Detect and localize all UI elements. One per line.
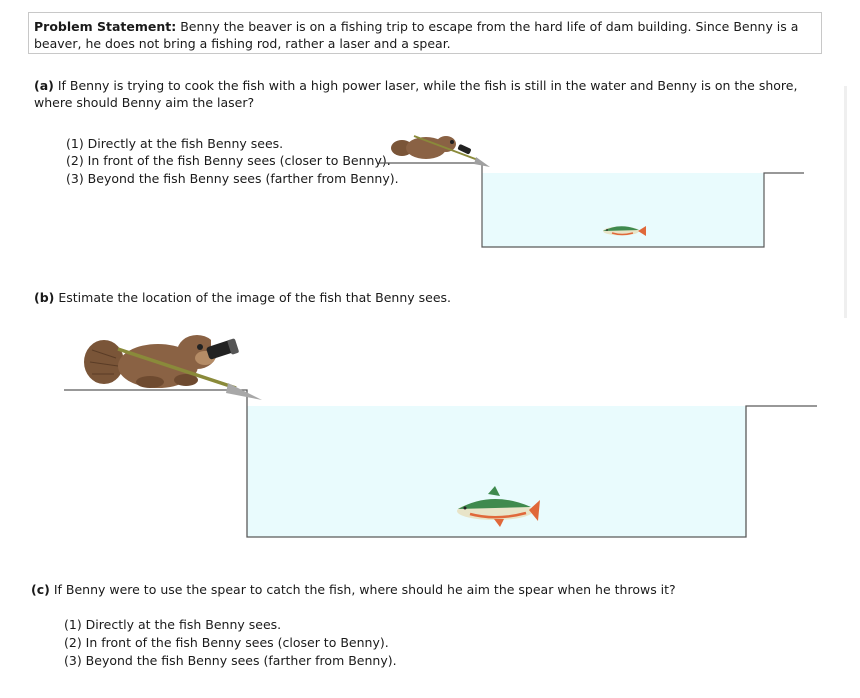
question-c-option-1: (1) Directly at the fish Benny sees. xyxy=(64,617,282,632)
problem-statement-text: Benny the beaver is on a fishing trip to escape from the hard life of dam building. Since Benny is a beaver, he does not bring a fishing rod, rather a laser and a spear. xyxy=(34,19,799,51)
diagram-b xyxy=(64,335,817,537)
problem-statement-label: Problem Statement: xyxy=(34,19,177,34)
question-a-option-3: (3) Beyond the fish Benny sees (farther from Benny). xyxy=(66,171,399,186)
question-b-label: (b) xyxy=(34,290,55,305)
question-c-option-2: (2) In front of the fish Benny sees (closer to Benny). xyxy=(64,635,389,650)
water-a xyxy=(482,173,764,247)
question-a-label: (a) xyxy=(34,78,54,93)
question-c-label: (c) xyxy=(31,582,50,597)
question-c-text: If Benny were to use the spear to catch the fish, where should he aim the spear when he throws it? xyxy=(53,582,676,597)
question-a-text: If Benny is trying to cook the fish with a high power laser, while the fish is still in the water and Benny is on the shore, where should Benny aim the laser? xyxy=(34,78,798,110)
diagram-a xyxy=(379,136,804,247)
question-c-option-3: (3) Beyond the fish Benny sees (farther from Benny). xyxy=(64,653,397,668)
beaver-icon xyxy=(391,136,490,167)
question-b-text: Estimate the location of the image of the fish that Benny sees. xyxy=(58,290,452,305)
question-a-option-2: (2) In front of the fish Benny sees (closer to Benny). xyxy=(66,153,391,168)
question-a-option-1: (1) Directly at the fish Benny sees. xyxy=(66,136,284,151)
